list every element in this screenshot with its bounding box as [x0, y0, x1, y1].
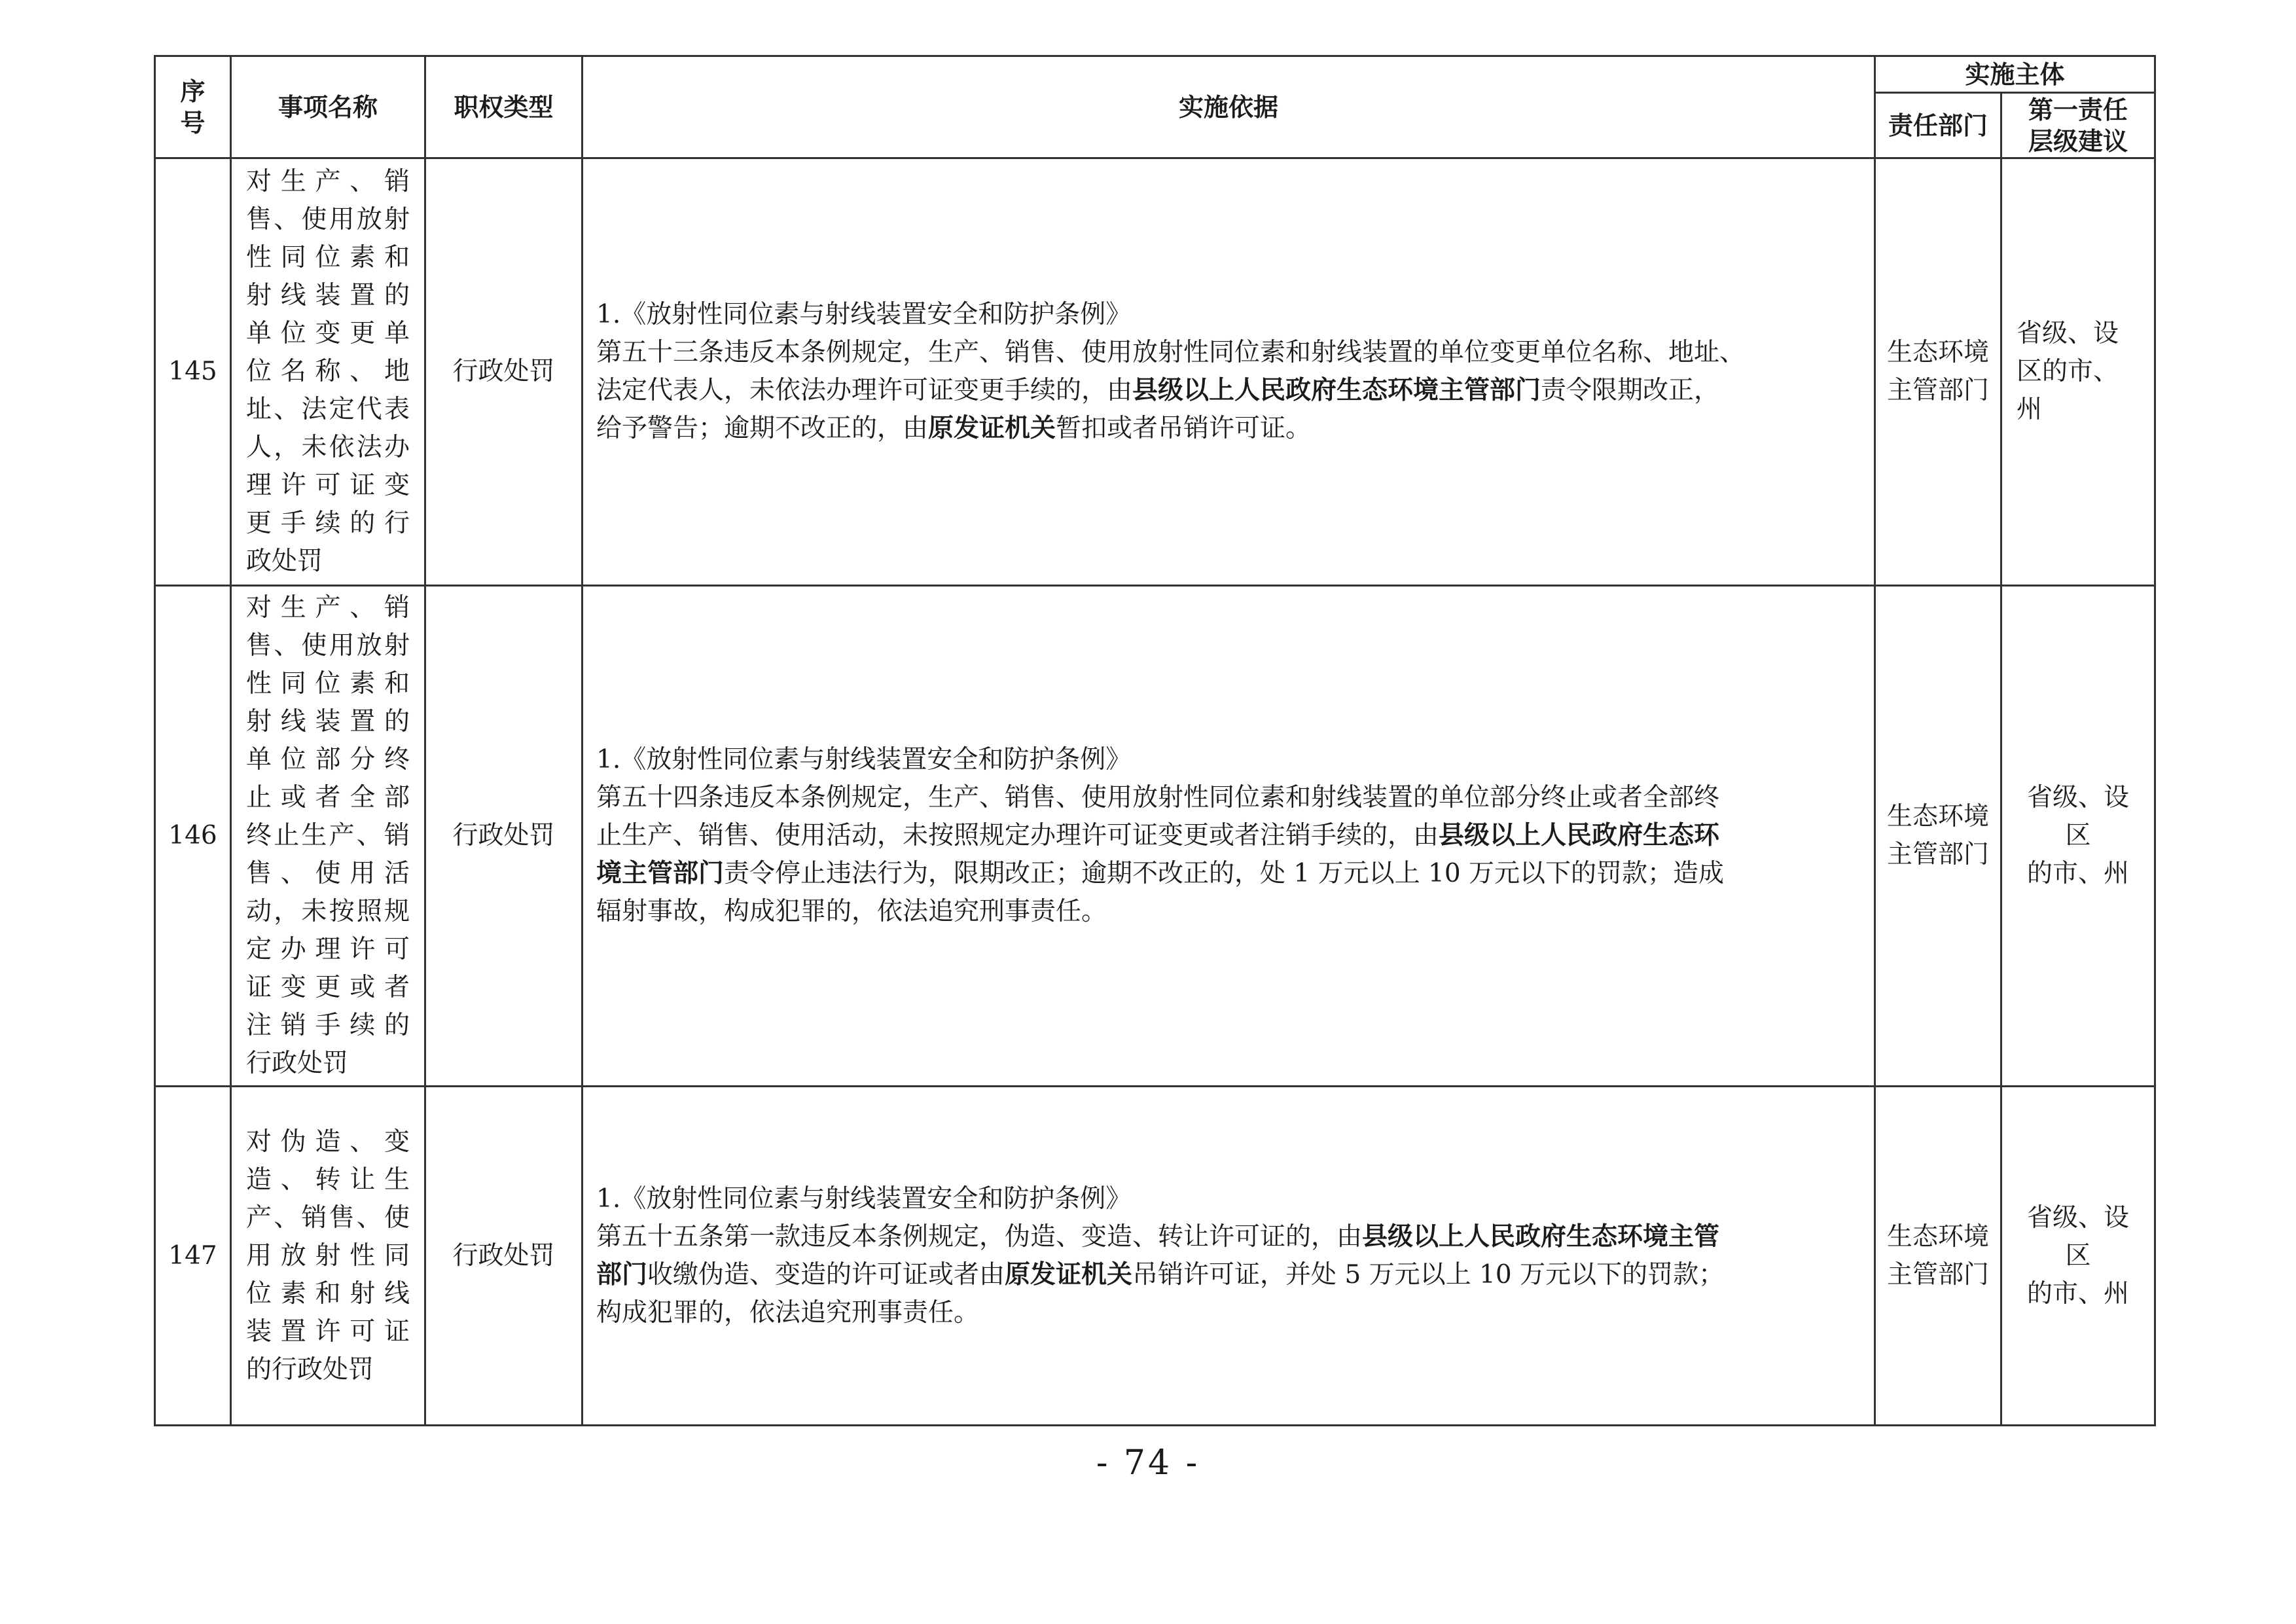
level-suggestion: 省级、设区 的市、州 — [2001, 586, 2155, 1087]
responsible-dept: 生态环境 主管部门 — [1875, 586, 2001, 1087]
item-name: 对生产、销 售、使用放射 性同位素和 射线装置的 单位部分终 止或者全部 终止生产、销 售、使用活 动，未按照规 定办理许可 证变更或者 注销手续的 行政处罚 — [231, 586, 425, 1087]
header-type: 职权类型 — [425, 56, 583, 158]
row-number: 147 — [155, 1087, 231, 1426]
row-number: 146 — [155, 586, 231, 1087]
header-subject: 实施主体 — [1875, 56, 2155, 93]
item-name: 对伪造、变 造、转让生 产、销售、使 用放射性同 位素和射线 装置许可证 的行政处罚 — [231, 1087, 425, 1426]
level-suggestion: 省级、设 区的市、 州 — [2001, 158, 2155, 586]
legal-basis: 1.《放射性同位素与射线装置安全和防护条例》 第五十五条第一款违反本条例规定，伪造、变造、转让许可证的，由县级以上人民政府生态环境主管 部门收缴伪造、变造的许可证或者由原发证机关吊销许可证，并处 5 万元以上 10 万元以下的罚款； 构成犯罪的，依法追究刑事责任。 — [583, 1087, 1875, 1426]
legal-basis: 1.《放射性同位素与射线装置安全和防护条例》 第五十三条违反本条例规定，生产、销售、使用放射性同位素和射线装置的单位变更单位名称、地址、 法定代表人，未依法办理许可证变更手续的，由县级以上人民政府生态环境主管部门责令限期改正， 给予警告；逾期不改正的，由原发证机关暂扣或者吊销许可证。 — [583, 158, 1875, 586]
table-row — [155, 586, 2155, 1087]
header-no: 序号 — [155, 56, 231, 158]
authority-type: 行政处罚 — [425, 1087, 583, 1426]
item-name: 对生产、销 售、使用放射 性同位素和 射线装置的 单位变更单 位名称、地 址、法定代表 人，未依法办 理许可证变 更手续的行 政处罚 — [231, 158, 425, 586]
authority-type: 行政处罚 — [425, 586, 583, 1087]
header-basis: 实施依据 — [583, 56, 1875, 158]
header-dept: 责任部门 — [1875, 93, 2001, 158]
page-number: - 74 - — [1096, 1443, 1200, 1483]
legal-basis: 1.《放射性同位素与射线装置安全和防护条例》 第五十四条违反本条例规定，生产、销售、使用放射性同位素和射线装置的单位部分终止或者全部终 止生产、销售、使用活动，未按照规定办理许可证变更或者注销手续的，由县级以上人民政府生态环 境主管部门责令停止违法行为，限期改正；逾期不改正的，处 1 万元以上 10 万元以下的罚款；造成 辐射事故，构成犯罪的，依法追究刑事责任。 — [583, 586, 1875, 1087]
authority-type: 行政处罚 — [425, 158, 583, 586]
row-number: 145 — [155, 158, 231, 586]
responsible-dept: 生态环境 主管部门 — [1875, 1087, 2001, 1426]
enforcement-table — [154, 55, 2156, 1426]
table-row — [155, 158, 2155, 586]
responsible-dept: 生态环境 主管部门 — [1875, 158, 2001, 586]
level-suggestion: 省级、设区 的市、州 — [2001, 1087, 2155, 1426]
header-level: 第一责任 层级建议 — [2001, 93, 2155, 158]
header-name: 事项名称 — [231, 56, 425, 158]
table-row — [155, 1087, 2155, 1426]
